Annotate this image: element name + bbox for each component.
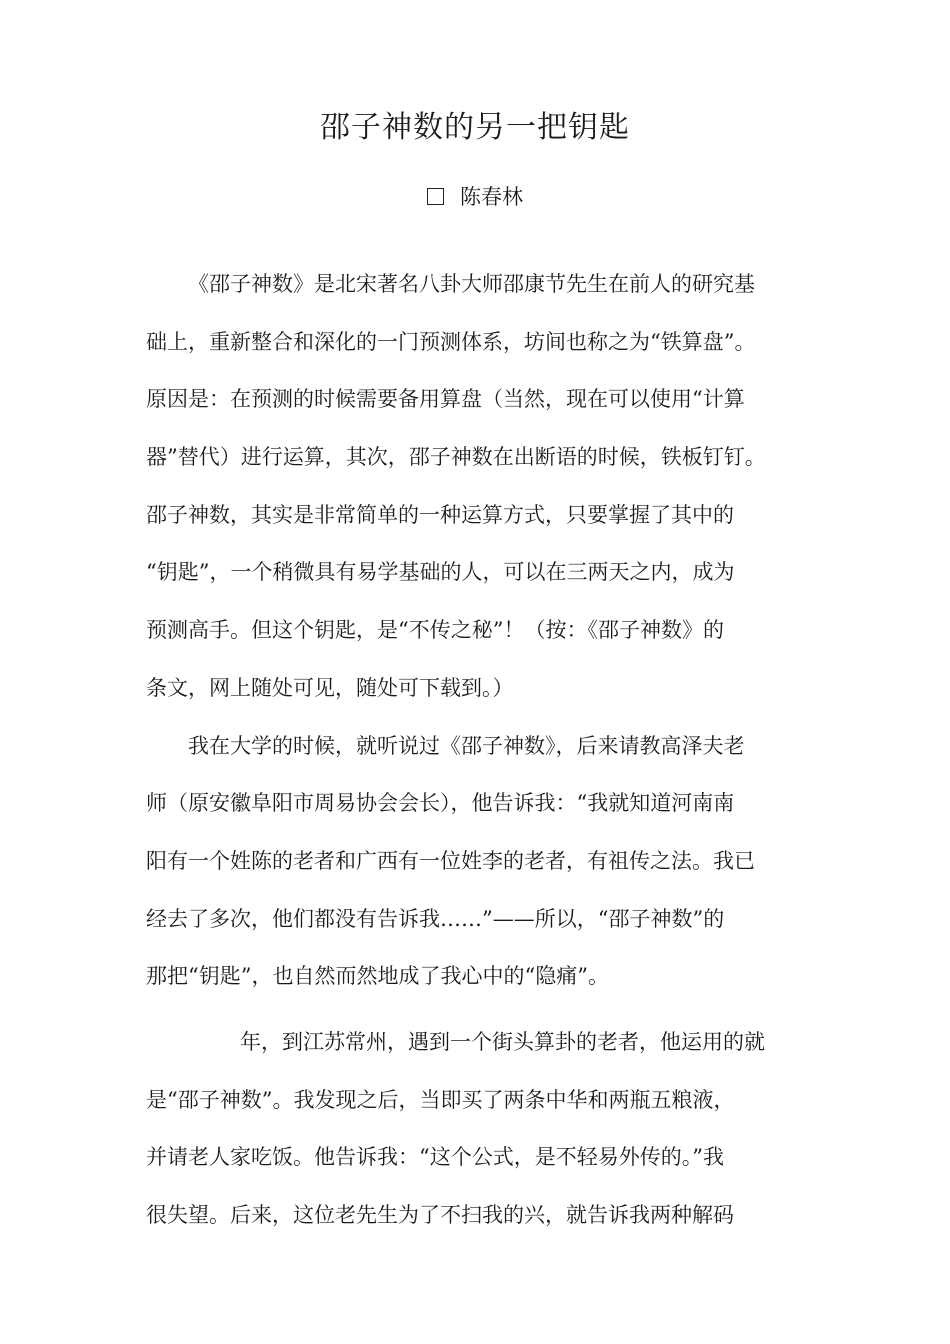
text-line: 阳有一个姓陈的老者和广西有一位姓李的老者，有祖传之法。我已 <box>146 848 755 873</box>
document-body <box>146 259 822 1248</box>
text-line: 邵子神数，其实是非常简单的一种运算方式，只要掌握了其中的 <box>146 502 734 527</box>
text-line: 并请老人家吃饭。他告诉我：“这个公式，是不轻易外传的。”我 <box>146 1145 724 1170</box>
text-line: 我在大学的时候，就听说过《邵子神数》，后来请教高泽夫老 <box>188 733 745 758</box>
text-line: 础上，重新整合和深化的一门预测体系，坊间也称之为“铁算盘”。 <box>146 329 756 354</box>
text-line: 很失望。后来，这位老先生为了不扫我的兴，就告诉我两种解码 <box>146 1203 734 1227</box>
text-line: 器”替代）进行运算，其次，邵子神数在出断语的时候，铁板钉钉。 <box>146 445 766 470</box>
square-bullet-icon <box>427 188 444 205</box>
text-line: 是“邵子神数”。我发现之后，当即买了两条中华和两瓶五粮液， <box>146 1087 735 1112</box>
author-name: 陈春林 <box>460 185 523 209</box>
text-line: 师（原安徽阜阳市周易协会会长），他告诉我：“我就知道河南南 <box>146 791 735 816</box>
paragraph <box>146 259 822 721</box>
text-line: 条文，网上随处可见，随处可下载到。） <box>146 675 514 700</box>
text-line: 预测高手。但这个钥匙，是“不传之秘”！（按：《邵子神数》的 <box>146 618 724 643</box>
paragraph <box>146 721 822 1009</box>
text-line: 那把“钥匙”，也自然而然地成了我心中的“隐痛”。 <box>146 964 609 989</box>
text-line: 年，到江苏常州，遇到一个街头算卦的老者，他运用的就 <box>240 1029 765 1054</box>
text-line: 《邵子神数》是北宋著名八卦大师邵康节先生在前人的研究基 <box>188 272 755 296</box>
paragraph <box>146 1017 822 1248</box>
text-line: 原因是：在预测的时候需要备用算盘（当然，现在可以使用“计算 <box>146 387 745 412</box>
text-line: 经去了多次，他们都没有告诉我……”——所以，“邵子神数”的 <box>146 906 725 931</box>
document-title: 邵子神数的另一把钥匙 <box>320 110 630 145</box>
text-line: “钥匙”，一个稍微具有易学基础的人，可以在三两天之内，成为 <box>146 560 735 585</box>
paragraph-gap <box>146 1009 822 1017</box>
author-line <box>0 180 950 214</box>
